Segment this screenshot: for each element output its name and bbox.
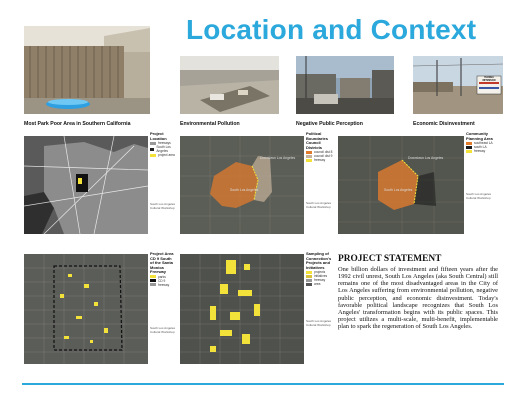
council-map-legend: [306, 132, 336, 236]
legend-item: South Los Angeles: [150, 145, 176, 153]
legend-item: freeway: [466, 149, 502, 153]
legend-footer: South Los Angeles Cultural Workshop: [150, 202, 176, 210]
legend-item: southeast LA: [466, 141, 502, 145]
legend-item: south LA: [466, 145, 502, 149]
legend-item: project area: [150, 153, 176, 157]
legend-footer: South Los Angeles Cultural Workshop: [466, 192, 492, 200]
legend-item: freeway: [306, 158, 336, 162]
photo-pollution: [180, 56, 279, 114]
projects-initiatives-map: [180, 254, 304, 364]
legend-item: area: [306, 282, 336, 286]
map-label: Downtown Los Angeles: [408, 156, 444, 160]
legend-item: initiatives: [306, 274, 336, 278]
photo-fence-pool: [24, 26, 150, 114]
legend-item: freeways: [150, 141, 176, 145]
vacant-lot-sign: TERREA MITEMSON: [482, 76, 496, 82]
legend-item: parks: [150, 275, 176, 279]
photo-caption: Most Park Poor Area in Southern California: [24, 121, 131, 127]
project-location-map: [24, 136, 148, 234]
community-plan-map: [338, 136, 464, 234]
map-label: South Los Angeles: [230, 188, 259, 192]
legend-item: council dist 8: [306, 150, 336, 154]
legend-title: Project Location: [150, 131, 167, 141]
project-statement-body: One billion dollars of investment and fifteen years after the 1992 civil unrest, South Los Angeles (aka South Central) still remains one of the most disadvantaged areas in the City of Los Angeles suffering from environmental pollution, negative public perception, and economic disinvestment. Today's favorable political landscape recognizes that South Los Angeles' transformation begins with its public spaces. This project utilizes a multi-scale, multi-benefit, implementable plan to spark the regeneration of South Los Angeles.: [338, 266, 498, 331]
legend-footer: South Los Angeles Cultural Workshop: [150, 325, 176, 334]
legend-footer: South Los Angeles Cultural Workshop: [306, 319, 332, 327]
photo-caption: Economic Disinvestment: [413, 121, 475, 127]
legend-item: freeway: [306, 278, 336, 282]
council-district-map: [180, 136, 304, 234]
legend-item: projects: [306, 270, 336, 274]
legend-item: CD 9: [150, 279, 176, 283]
bottom-accent-rule: [22, 383, 504, 385]
legend-title: Political Boundaries Council Districts: [306, 131, 329, 150]
cd9-map-legend: [150, 252, 176, 366]
photo-caption: Negative Public Perception: [296, 121, 363, 127]
project-statement-title: PROJECT STATEMENT: [338, 254, 442, 264]
legend-title: Community Planning Area: [466, 131, 493, 141]
photo-street: [296, 56, 394, 114]
map-label: South Los Angeles: [384, 188, 413, 192]
projects-map-legend: [306, 252, 336, 366]
legend-item: council dist 9: [306, 154, 336, 158]
location-map-legend: [150, 132, 176, 236]
legend-title: Project Area CD 9 South of the Santa Monica Freeway: [150, 251, 174, 275]
community-map-legend: [466, 132, 502, 236]
page-title: Location and Context: [186, 14, 477, 45]
photo-vacant-lot: [413, 56, 503, 114]
cd9-parks-map: [24, 254, 148, 364]
legend-footer: South Los Angeles Cultural Workshop: [306, 201, 332, 209]
legend-title: Sampling of Connection's Projects and Initiatives: [306, 251, 332, 270]
photo-caption: Environmental Pollution: [180, 121, 240, 127]
legend-item: freeway: [150, 283, 176, 287]
map-label: Downtown Los Angeles: [260, 156, 296, 160]
